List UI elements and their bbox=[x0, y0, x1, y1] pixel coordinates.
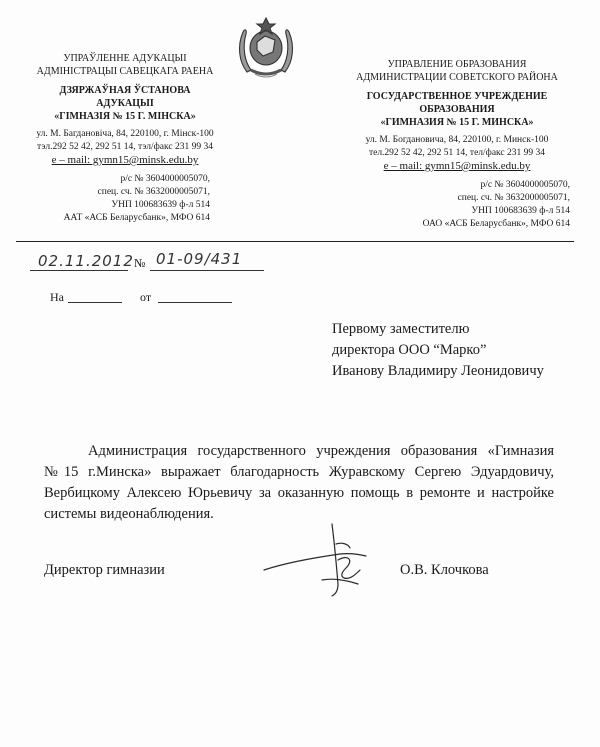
addressee-line: Иванову Владимиру Леонидовичу bbox=[332, 363, 544, 379]
bank-line: УНП 100683639 ф-л 514 bbox=[471, 206, 570, 216]
dept-line: АДМІНІСТРАЦЫІ САВЕЦКАГА РАЕНА bbox=[36, 66, 214, 77]
reply-to-underline bbox=[68, 302, 122, 303]
email: e – mail: gymn15@minsk.edu.by bbox=[383, 160, 531, 172]
from-underline bbox=[158, 302, 232, 303]
dept-line: УПРАВЛЕНИЕ ОБРАЗОВАНИЯ bbox=[387, 59, 527, 70]
addressee-line: Первому заместителю bbox=[332, 321, 470, 337]
number-underline bbox=[150, 270, 264, 271]
institution-line: «ГІМНАЗІЯ № 15 Г. МІНСКА» bbox=[54, 111, 196, 122]
institution-line: ДЗЯРЖАЎНАЯ ЎСТАНОВА bbox=[59, 85, 191, 96]
signatory-title: Директор гимназии bbox=[44, 562, 165, 578]
letter-body bbox=[44, 441, 554, 525]
bank-line: р/с № 3604000005070, bbox=[120, 174, 210, 184]
number-label: № bbox=[134, 256, 146, 270]
bank-details bbox=[344, 179, 570, 231]
header-right-russian bbox=[344, 58, 570, 231]
dept-line: УПРАЎЛЕННЕ АДУКАЦЫІ bbox=[63, 53, 187, 64]
bank-line: спец. сч. № 3632000005071, bbox=[97, 187, 210, 197]
address: ул. М. Богдановича, 84, 220100, г. Минск-100 bbox=[365, 135, 549, 145]
phones: тел.292 52 42, 292 51 14, тел/факс 231 99 34 bbox=[368, 148, 546, 158]
handwritten-signature-icon bbox=[262, 520, 382, 600]
institution-line: АДУКАЦЫІ bbox=[96, 98, 154, 109]
addressee-block bbox=[332, 319, 544, 382]
institution-line: ГОСУДАРСТВЕННОЕ УЧРЕЖДЕНИЕ bbox=[366, 91, 548, 102]
bank-line: ОАО «АСБ Беларусбанк», МФО 614 bbox=[422, 219, 570, 229]
signatory-name: О.В. Клочкова bbox=[400, 562, 489, 578]
bank-line: УНП 100683639 ф-л 514 bbox=[111, 200, 210, 210]
bank-line: р/с № 3604000005070, bbox=[480, 180, 570, 190]
belarus-coat-of-arms-icon bbox=[233, 12, 299, 82]
email: e – mail: gymn15@minsk.edu.by bbox=[51, 154, 199, 166]
header-left-belarusian bbox=[14, 52, 236, 225]
phones: тэл.292 52 42, 292 51 14, тэл/факс 231 99 34 bbox=[37, 142, 213, 152]
bank-line: ААТ «АСБ Беларусбанк», МФО 614 bbox=[63, 213, 210, 223]
bank-details bbox=[14, 173, 236, 225]
institution-name bbox=[344, 90, 570, 129]
from-label: от bbox=[140, 290, 152, 304]
institution-line: ОБРАЗОВАНИЯ bbox=[419, 104, 495, 115]
address: ул. М. Багдановіча, 84, 220100, г. Мінск-100 bbox=[36, 129, 214, 139]
institution-line: «ГИМНАЗИЯ № 15 Г. МИНСКА» bbox=[380, 117, 534, 128]
addressee-line: директора ООО “Марко” bbox=[332, 342, 487, 358]
body-paragraph: Администрация государственного учреждения образования «Гимназия №15 г.Минска» выражает благодарность Журавскому Сергею Эдуардовичу, Вербицкому Алексею Юрьевичу за оказанную помощь в ремонте и настройке системы видеонаблюдения. bbox=[44, 443, 554, 522]
bank-line: спец. сч. № 3632000005071, bbox=[457, 193, 570, 203]
dept-line: АДМИНИСТРАЦИИ СОВЕТСКОГО РАЙОНА bbox=[356, 72, 558, 83]
registration-number: 01-09/431 bbox=[156, 250, 243, 268]
date-underline bbox=[30, 270, 128, 271]
header-divider bbox=[16, 241, 574, 242]
institution-name bbox=[14, 84, 236, 123]
reply-to-label: На bbox=[50, 290, 64, 304]
registration-date: 02.11.2012 bbox=[38, 252, 134, 270]
